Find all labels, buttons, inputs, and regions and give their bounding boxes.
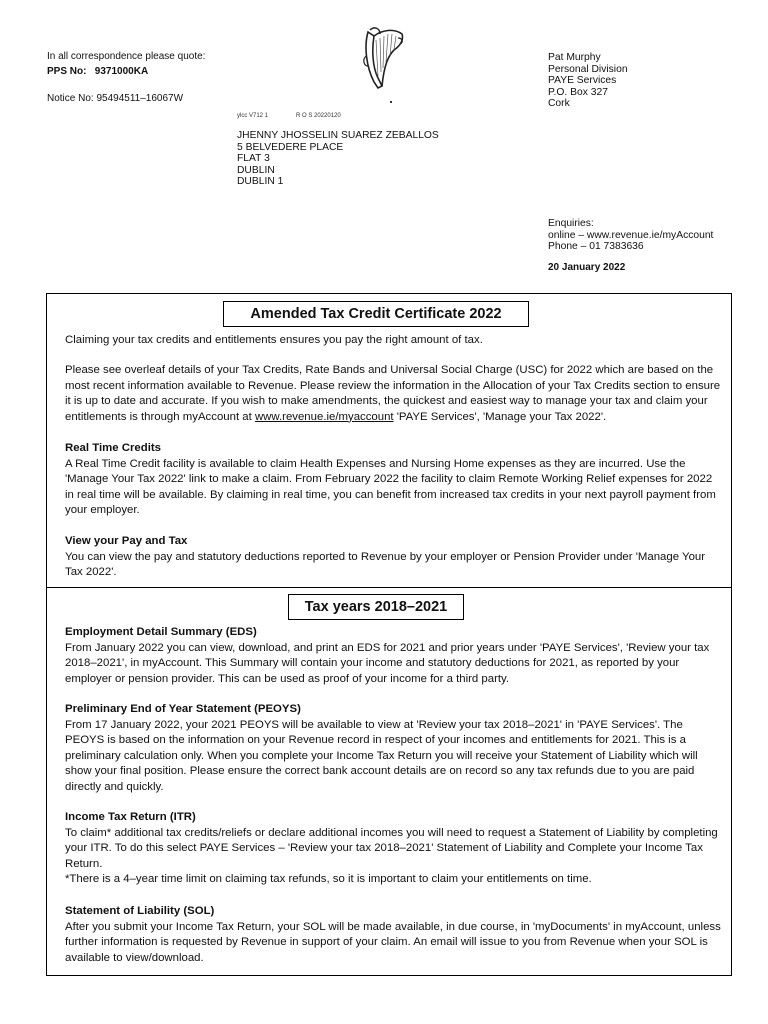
section1-overview <box>65 363 721 425</box>
ref-code-right: R O S 20220120 <box>296 113 341 119</box>
quote-label: In all correspondence please quote: <box>47 51 206 62</box>
sol-heading: Statement of Liability (SOL) <box>65 905 215 917</box>
sender-line: Pat Murphy <box>548 52 601 63</box>
recipient-line: DUBLIN <box>237 164 275 176</box>
itr-block <box>65 810 721 888</box>
peoys-block <box>65 702 721 796</box>
recipient-line: JHENNY JHOSSELIN SUAREZ ZEBALLOS <box>237 130 439 141</box>
real-time-credits-block <box>65 441 721 519</box>
eds-heading: Employment Detail Summary (EDS) <box>65 626 257 638</box>
enquiries-block <box>548 218 713 253</box>
overview-text-b: 'PAYE Services', 'Manage your Tax 2022'. <box>393 410 607 423</box>
itr-note: *There is a 4–year time limit on claiming tax refunds, so it is important to claim your entitlements on time. <box>65 873 592 886</box>
section2-title: Tax years 2018–2021 <box>288 594 464 620</box>
harp-emblem-icon <box>360 26 408 94</box>
sender-address <box>548 52 628 110</box>
sol-body: After you submit your Income Tax Return, your SOL will be made available, in due course, in 'myDocuments' in myAccount, unless further information is requested by Revenue in support of your claim. An email will issue to you from Revenue when your SOL is available to view/download. <box>65 920 721 964</box>
section1-intro: Claiming your tax credits and entitlements ensures you pay the right amount of tax. <box>65 334 483 346</box>
emblem-dot <box>390 101 392 103</box>
ref-code-left: ylcc V712 1 <box>237 113 269 119</box>
view-pay-tax-block <box>65 534 721 581</box>
itr-heading: Income Tax Return (ITR) <box>65 811 196 823</box>
section1-title: Amended Tax Credit Certificate 2022 <box>223 301 529 327</box>
pps-number <box>47 66 148 78</box>
recipient-line: DUBLIN 1 <box>237 176 284 187</box>
recipient-line: FLAT 3 <box>237 153 270 164</box>
eds-block <box>65 625 721 687</box>
sender-line: PAYE Services <box>548 75 617 86</box>
sender-line: Personal Division <box>548 63 628 75</box>
letter-date: 20 January 2022 <box>548 262 626 273</box>
peoys-heading: Preliminary End of Year Statement (PEOYS) <box>65 703 301 715</box>
sol-block <box>65 904 721 966</box>
myaccount-link[interactable]: www.revenue.ie/myaccount <box>254 410 394 423</box>
itr-body: To claim* additional tax credits/reliefs or declare additional incomes you will need to request a Statement of Liability by completing your ITR. To do this select PAYE Services – 'Review your tax 2018–2021' Statement of Liability and Complete your Income Tax Return. <box>65 826 718 870</box>
sender-line: P.O. Box 327 <box>548 86 608 98</box>
sender-line: Cork <box>548 98 570 109</box>
eds-body: From January 2022 you can view, download, and print an EDS for 2021 and prior years under 'PAYE Services', 'Review your tax 2018–2021', in myAccount. This Summary will contain your income and statutory deductions for 2021, as reported by your employer or pension provider. This can be used as proof of your income for a third party. <box>65 641 710 685</box>
notice-number: Notice No: 95494511–16067W <box>47 93 184 104</box>
real-time-credits-heading: Real Time Credits <box>65 442 162 454</box>
pps-value: 9371000KA <box>94 66 149 77</box>
peoys-body: From 17 January 2022, your 2021 PEOYS will be available to view at 'Review your tax 2018–2021' in 'PAYE Services'. The PEOYS is based on the information on your Revenue record in respect of your incomes and entitlements for 2021. This is a preliminary calculation only. When you complete your Income Tax Return you will receive your Statement of Liability which will show your final position. Please ensure the correct bank account details are on record so any tax refunds due to you are paid directly and quickly. <box>65 718 698 793</box>
recipient-address <box>237 130 439 188</box>
enquiries-online[interactable]: online – www.revenue.ie/myAccount <box>548 229 714 241</box>
recipient-line: 5 BELVEDERE PLACE <box>237 141 344 153</box>
enquiries-phone: Phone – 01 7383636 <box>548 241 644 252</box>
pps-label: PPS No: <box>47 66 87 77</box>
view-pay-tax-body: You can view the pay and statutory deductions reported to Revenue by your employer or Pension Provider under 'Manage Your Tax 2022'. <box>65 550 706 579</box>
view-pay-tax-heading: View your Pay and Tax <box>65 535 188 547</box>
enquiries-label: Enquiries: <box>548 218 594 229</box>
overview-text-a: Please see overleaf details of your Tax Credits, Rate Bands and Universal Social Charge (USC) for 2022 which are based on the most recent information available to Revenue. Please review the information in the Allocation of your Tax Credits section to ensure it is up to date and accurate. If you wish to make amendments, the quickest and easiest way to manage your tax and claim your entitlements is through myAccount at <box>65 364 721 423</box>
real-time-credits-body: A Real Time Credit facility is available to claim Health Expenses and Nursing Home expenses as they are incurred. Use the 'Manage Your Tax 2022' link to make a claim. From February 2022 the facility to claim Remote Working Relief expenses for 2022 in real time will be available. By claiming in real time, you can benefit from increased tax credits in your next payroll payment from your employer. <box>65 457 716 517</box>
